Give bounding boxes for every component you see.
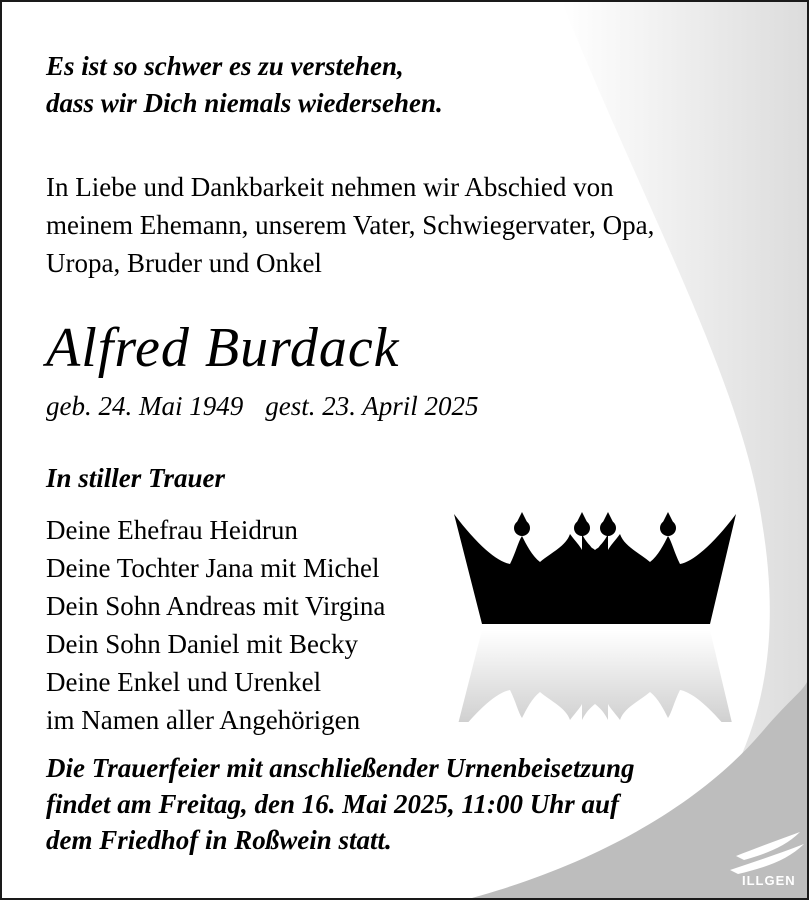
verse-line-1: Es ist so schwer es zu verstehen, xyxy=(46,51,404,81)
birth-date: geb. 24. Mai 1949 xyxy=(46,391,244,421)
funeral-line-2: findet am Freitag, den 16. Mai 2025, 11:00 Uhr auf xyxy=(46,789,620,819)
mourners-list xyxy=(46,511,385,739)
deceased-name: Alfred Burdack xyxy=(46,317,400,379)
mourner-line: Dein Sohn Andreas mit Virgina xyxy=(46,591,386,621)
intro-text xyxy=(46,168,654,282)
mourner-line: im Namen aller Angehörigen xyxy=(46,705,361,735)
intro-line-1: In Liebe und Dankbarkeit nehmen wir Abschied von xyxy=(46,172,614,202)
mourners-title: In stiller Trauer xyxy=(46,463,226,493)
mourner-line: Deine Enkel und Urenkel xyxy=(46,667,322,697)
funeral-line-3: dem Friedhof in Roßwein statt. xyxy=(46,825,392,855)
mourner-line: Dein Sohn Daniel mit Becky xyxy=(46,629,358,659)
death-date: gest. 23. April 2025 xyxy=(265,391,479,421)
life-dates xyxy=(46,391,479,422)
verse xyxy=(46,48,443,122)
funeral-line-1: Die Trauerfeier mit anschließender Urnenbeisetzung xyxy=(46,753,635,783)
mourner-line: Deine Ehefrau Heidrun xyxy=(46,515,298,545)
intro-line-2: meinem Ehemann, unserem Vater, Schwiegervater, Opa, xyxy=(46,210,655,240)
crown-icon xyxy=(448,506,742,722)
logo-text: ILLGEN xyxy=(742,873,796,888)
mourner-line: Deine Tochter Jana mit Michel xyxy=(46,553,380,583)
intro-line-3: Uropa, Bruder und Onkel xyxy=(46,248,322,278)
funeral-info xyxy=(46,750,635,858)
verse-line-2: dass wir Dich niemals wiedersehen. xyxy=(46,88,443,118)
